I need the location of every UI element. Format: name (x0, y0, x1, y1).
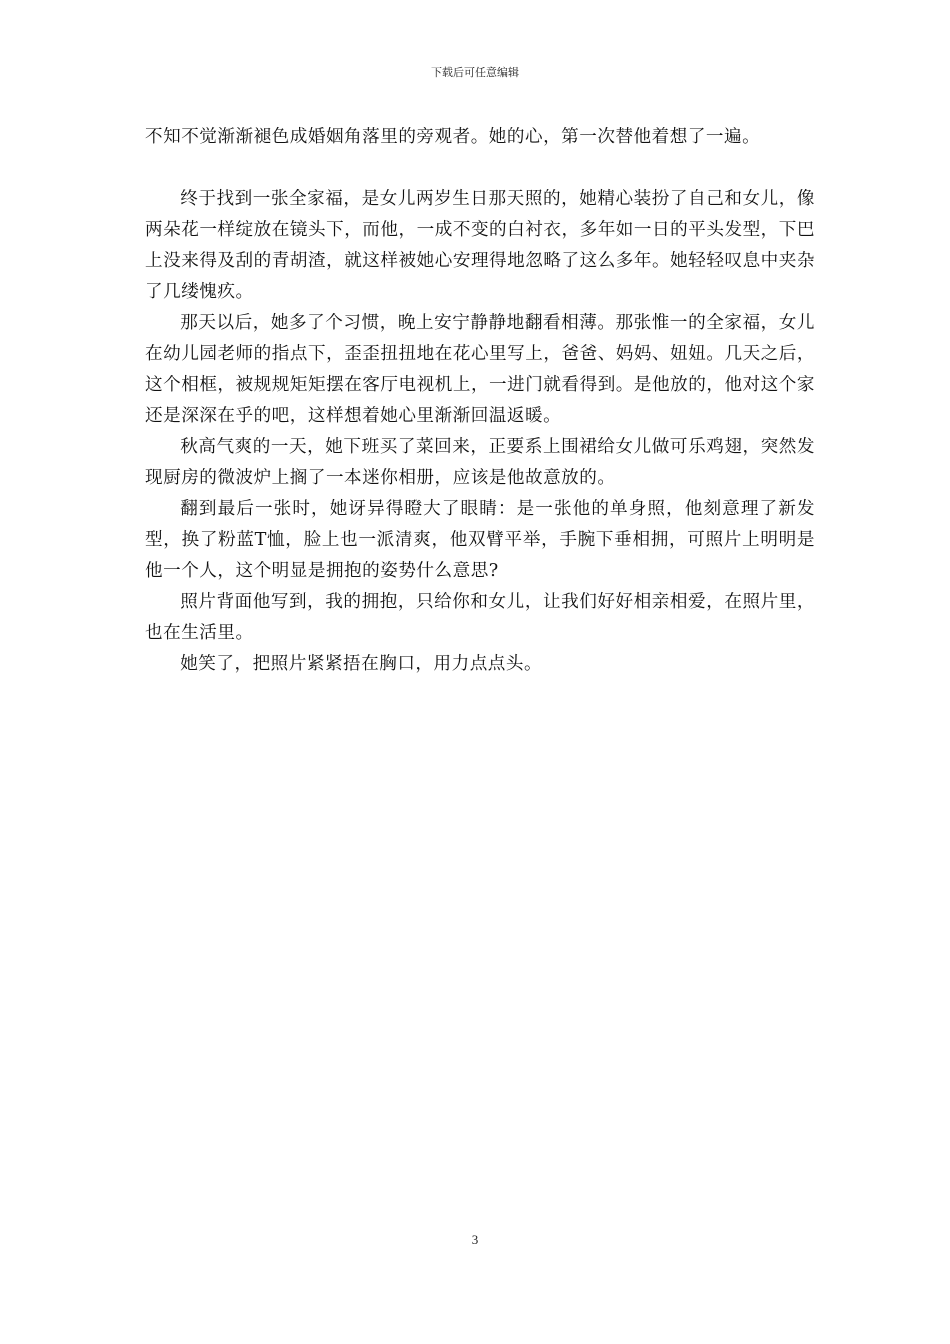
paragraph-3: 那天以后，她多了个习惯，晚上安宁静静地翻看相薄。那张惟一的全家福，女儿在幼儿园老师的指点下，歪歪扭扭地在花心里写上，爸爸、妈妈、妞妞。几天之后，这个相框，被规规矩矩摆在客厅电视机上，一进门就看得到。是他放的，他对这个家还是深深在乎的吧，这样想着她心里渐渐回温返暖。 (145, 313, 815, 426)
paragraph-2: 终于找到一张全家福，是女儿两岁生日那天照的，她精心装扮了自己和女儿，像两朵花一样绽放在镜头下，而他，一成不变的白衬衣，多年如一日的平头发型，下巴上没来得及刮的青胡渣，就这样被她心安理得地忽略了这么多年。她轻轻叹息中夹杂了几缕愧疚。 (145, 189, 815, 302)
body-text (145, 122, 815, 680)
paragraph-1: 不知不觉渐渐褪色成婚姻角落里的旁观者。她的心，第一次替他着想了一遍。 (145, 127, 761, 147)
paragraph-7: 她笑了，把照片紧紧捂在胸口，用力点点头。 (180, 654, 543, 674)
page-number: 3 (471, 1232, 479, 1247)
page-header: 下载后可任意编辑 (431, 66, 519, 79)
paragraph-5: 翻到最后一张时，她讶异得瞪大了眼睛：是一张他的单身照，他刻意理了新发型，换了粉蓝T恤，脸上也一派清爽，他双臂平举，手腕下垂相拥，可照片上明明是他一个人，这个明显是拥抱的姿势什么意思? (145, 499, 815, 581)
paragraph-4: 秋高气爽的一天，她下班买了菜回来，正要系上围裙给女儿做可乐鸡翅，突然发现厨房的微波炉上搁了一本迷你相册，应该是他故意放的。 (145, 437, 815, 488)
paragraph-6: 照片背面他写到，我的拥抱，只给你和女儿，让我们好好相亲相爱，在照片里，也在生活里。 (145, 592, 815, 643)
